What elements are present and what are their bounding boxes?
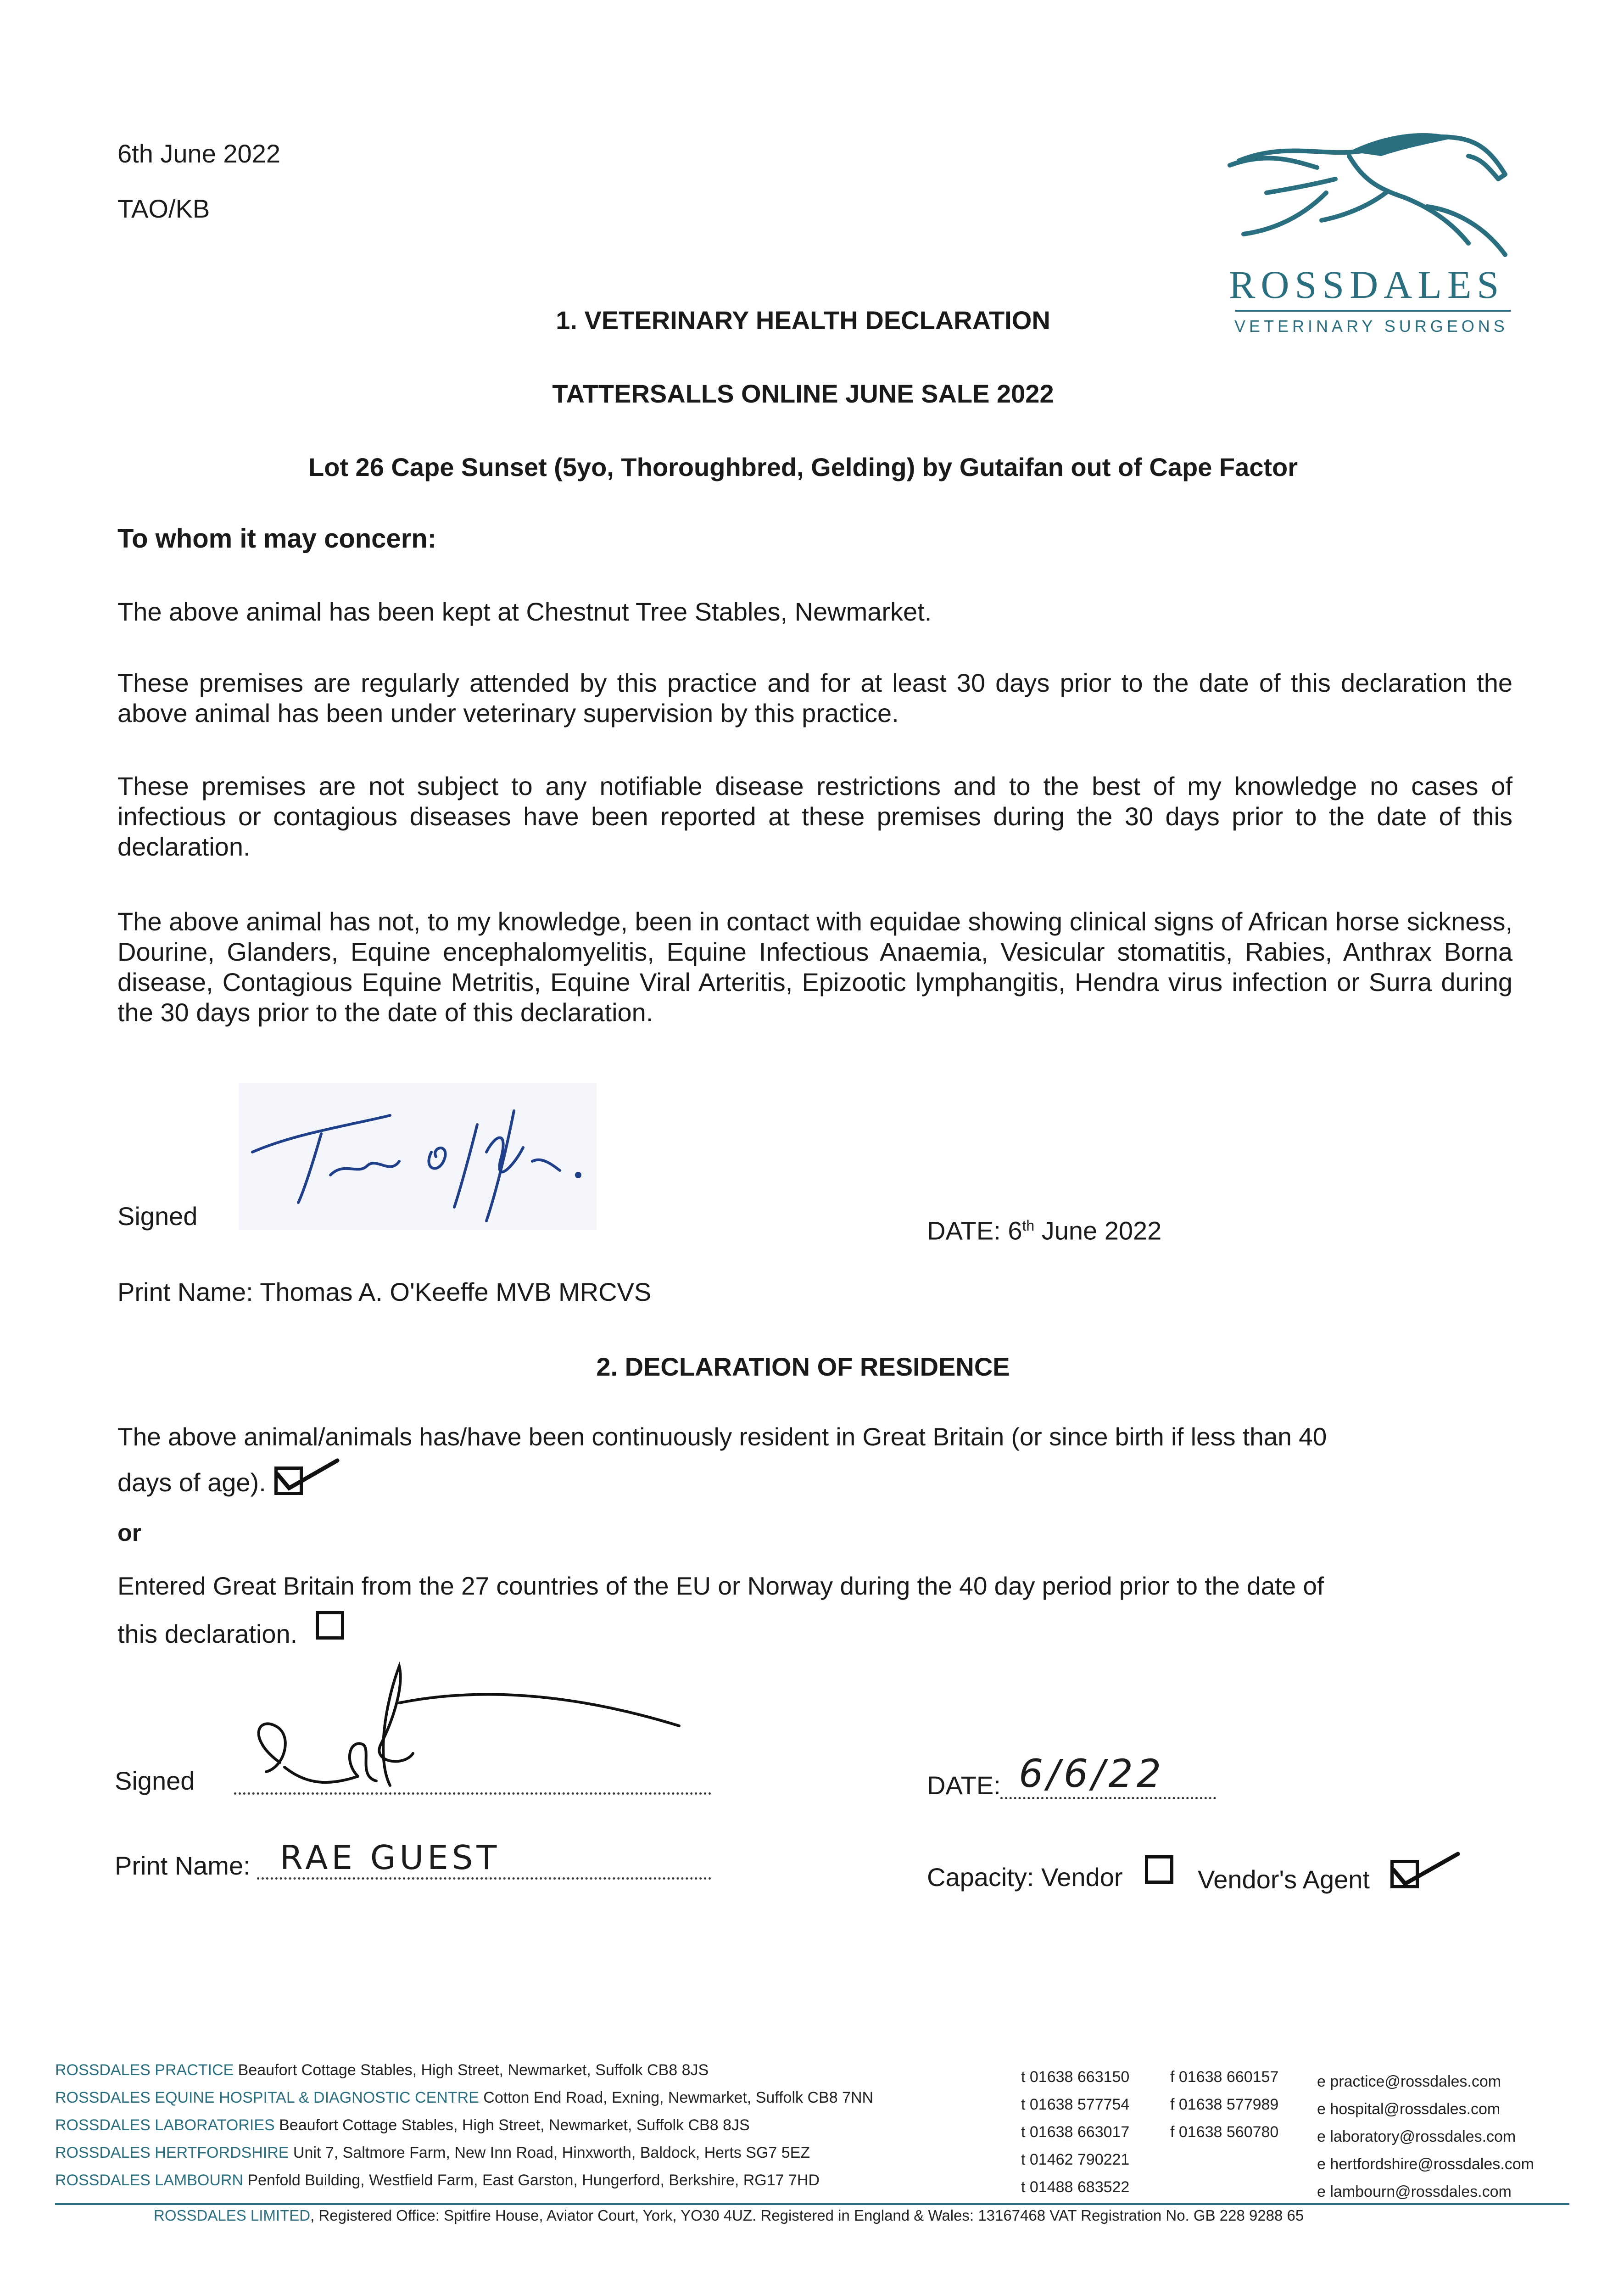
footer-tel: t 01462 790221: [1021, 2151, 1130, 2168]
paragraph-restrictions: These premises are not subject to any notifiable disease restrictions and to the best of my knowledge no cases of infectious or contagious diseases have been reported at these premises during the 30 days prior to the date of this declaration.: [117, 772, 1512, 861]
paragraph-contact: The above animal has not, to my knowledge, been in contact with equidae showing clinical signs of African horse sickness, Dourine, Glanders, Equine encephalomyelitis, Equine Infectious Anaemia, Vesicular stomatitis, Rabies, Anthrax Borna disease, Contagious Equine Metritis, Equine Viral Arteritis, Epizootic lymphangitis, Hendra virus infection or Surra during the 30 days prior to the date of this declaration.: [117, 907, 1512, 1027]
footer-brand: ROSSDALES LAMBOURN: [55, 2172, 243, 2189]
check-mark-icon: [273, 1451, 342, 1497]
footer-fax: f 01638 577989: [1170, 2096, 1279, 2113]
date-line: [1000, 1797, 1216, 1799]
agent-print-value: RAE GUEST: [280, 1838, 501, 1877]
reference-code: TAO/KB: [117, 194, 210, 223]
footer-row: [55, 2139, 1019, 2166]
footer-email[interactable]: e lambourn@rossdales.com: [1317, 2183, 1512, 2200]
footer-address: Cotton End Road, Exning, Newmarket, Suffolk CB8 7NN: [479, 2089, 874, 2106]
logo-name: ROSSDALES: [1229, 263, 1505, 307]
footer-fax: f 01638 560780: [1170, 2123, 1279, 2141]
footer-addresses: [55, 2056, 1019, 2194]
footer-tel: t 01638 663150: [1021, 2068, 1130, 2086]
salutation: To whom it may concern:: [117, 524, 437, 554]
agent-print-label: Print Name:: [115, 1851, 251, 1880]
vendor-checkbox[interactable]: [1145, 1855, 1173, 1884]
residence-option1-line2: days of age).: [117, 1468, 266, 1497]
footer-email[interactable]: e hospital@rossdales.com: [1317, 2100, 1501, 2118]
footer-phones: [1021, 2063, 1129, 2201]
vet-date: [927, 1209, 1161, 1247]
residence-option2-line2: this declaration.: [117, 1619, 298, 1648]
check-mark-icon: [1389, 1845, 1462, 1891]
footer-row: [55, 2084, 1019, 2111]
vet-date-rest: June 2022: [1034, 1216, 1162, 1245]
vet-signature: [239, 1083, 597, 1230]
horse-logo-icon: [1211, 124, 1524, 262]
footer-email[interactable]: e hertfordshire@rossdales.com: [1317, 2155, 1534, 2173]
vendors-agent-checkbox[interactable]: [1390, 1860, 1419, 1888]
footer-emails: [1317, 2068, 1534, 2205]
signed-label-2: Signed: [115, 1766, 195, 1795]
footer-brand: ROSSDALES LABORATORIES: [55, 2116, 275, 2134]
footer-brand: ROSSDALES PRACTICE: [55, 2061, 234, 2079]
footer-address: Beaufort Cottage Stables, High Street, Newmarket, Suffolk CB8 8JS: [234, 2061, 709, 2079]
paragraph-kept: The above animal has been kept at Chestnut Tree Stables, Newmarket.: [117, 597, 932, 626]
footer-tel: t 01638 663017: [1021, 2123, 1130, 2141]
logo-divider: [1235, 310, 1511, 312]
vet-signature-scribble: [239, 1083, 597, 1230]
capacity-label: Capacity: Vendor: [927, 1863, 1123, 1892]
footer-row: [55, 2111, 1019, 2139]
vet-date-label: DATE:: [927, 1216, 1008, 1245]
footer-tel: t 01488 683522: [1021, 2178, 1130, 2196]
section1-heading: 1. VETERINARY HEALTH DECLARATION: [556, 306, 1050, 335]
footer-address: Penfold Building, Westfield Farm, East Garston, Hungerford, Berkshire, RG17 7HD: [243, 2172, 820, 2189]
registered-office: [154, 2204, 1304, 2227]
lot-title: Lot 26 Cape Sunset (5yo, Thoroughbred, Gelding) by Gutaifan out of Cape Factor: [308, 453, 1298, 481]
section2-heading: 2. DECLARATION OF RESIDENCE: [596, 1352, 1010, 1381]
footer-fax: f 01638 660157: [1170, 2068, 1279, 2086]
footer-email[interactable]: e laboratory@rossdales.com: [1317, 2128, 1516, 2145]
agent-date-value: 6/6/22: [1019, 1751, 1165, 1796]
rossdales-logo: [1211, 124, 1524, 344]
footer-email[interactable]: e practice@rossdales.com: [1317, 2073, 1501, 2090]
logo-tagline: VETERINARY SURGEONS: [1234, 317, 1508, 336]
signed-label-1: Signed: [117, 1202, 198, 1231]
footer-faxes: [1170, 2063, 1278, 2146]
registered-text: , Registered Office: Spitfire House, Aviator Court, York, YO30 4UZ. Registered in England & Wales: 13167468 VAT Registration No. GB 228 9288 65: [310, 2207, 1304, 2224]
vet-date-suffix: th: [1022, 1217, 1035, 1234]
entered-checkbox[interactable]: [316, 1611, 344, 1640]
agent-date-label: DATE:: [927, 1771, 1001, 1800]
registered-brand: ROSSDALES LIMITED: [154, 2207, 311, 2224]
vet-date-day: 6: [1008, 1216, 1022, 1245]
print-name-line: [257, 1877, 711, 1880]
vet-print-name: Print Name: Thomas A. O'Keeffe MVB MRCVS: [117, 1277, 652, 1306]
footer-row: [55, 2056, 1019, 2084]
agent-date: [927, 1769, 1001, 1802]
letter-date: 6th June 2022: [117, 139, 280, 168]
footer-row: [55, 2166, 1019, 2194]
footer-brand: ROSSDALES EQUINE HOSPITAL & DIAGNOSTIC CENTRE: [55, 2089, 479, 2106]
footer-address: Beaufort Cottage Stables, High Street, Newmarket, Suffolk CB8 8JS: [274, 2116, 750, 2134]
agent-signature: [239, 1648, 698, 1799]
footer-tel: t 01638 577754: [1021, 2096, 1130, 2113]
residence-option2-line1: Entered Great Britain from the 27 countries of the EU or Norway during the 40 day period prior to the date of: [117, 1572, 1324, 1600]
agent-capacity-label: Vendor's Agent: [1198, 1865, 1370, 1894]
sale-title: TATTERSALLS ONLINE JUNE SALE 2022: [552, 379, 1054, 408]
footer-brand: ROSSDALES HERTFORDSHIRE: [55, 2144, 289, 2161]
residence-option1-line1: The above animal/animals has/have been continuously resident in Great Britain (or since birth if less than 40: [117, 1422, 1327, 1451]
paragraph-supervision: These premises are regularly attended by this practice and for at least 30 days prior to the date of this declaration the above animal has been under veterinary supervision by this practice.: [117, 668, 1512, 728]
or-label: or: [117, 1520, 141, 1546]
resident-checkbox[interactable]: [274, 1467, 303, 1495]
footer-address: Unit 7, Saltmore Farm, New Inn Road, Hinxworth, Baldock, Herts SG7 5EZ: [289, 2144, 810, 2161]
